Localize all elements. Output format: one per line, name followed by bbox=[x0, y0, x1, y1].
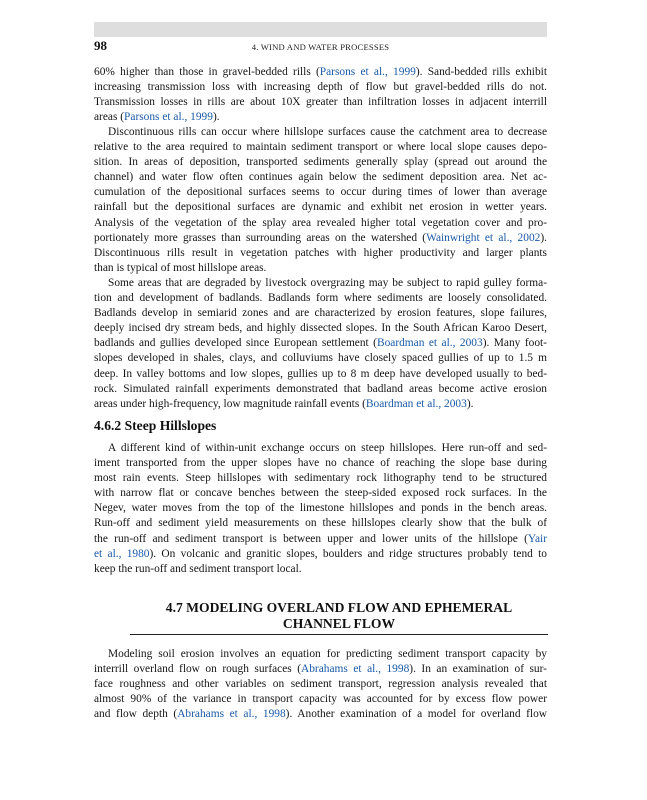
text-line: Negev, water moves from the top of the limestone hillslopes and ponds in the bench areas. bbox=[94, 502, 547, 515]
text-line: areas under high-frequency, low magnitude rainfall events (Boardman et al., 2003). bbox=[94, 397, 474, 410]
text-line: iment transported from the upper slopes have no chance of reaching the slope base during bbox=[94, 457, 547, 470]
text-line: deeply incised dry stream beds, and highly dissected slopes. In the South African Karoo Desert, bbox=[94, 322, 547, 335]
text-line: interrill overland flow on rough surfaces (Abrahams et al., 1998). In an examination of sur- bbox=[94, 663, 547, 676]
citation-link[interactable]: Abrahams et al., 1998 bbox=[301, 663, 410, 676]
text-line: rock. Simulated rainfall experiments demonstrated that badland areas become active erosion bbox=[94, 382, 547, 395]
text-line: the run-off and sediment transport is between upper and lower units of the hillslope (Yair bbox=[94, 532, 547, 545]
text-line: keep the run-off and sediment transport local. bbox=[94, 562, 302, 575]
heading-line: 4.7 MODELING OVERLAND FLOW AND EPHEMERAL bbox=[165, 600, 513, 615]
text-line: portionately more grasses than surrounding areas on the watershed (Wainwright et al., 2002). bbox=[94, 231, 547, 244]
text-line: tion and development of badlands. Badlands form where sediments are loosely consolidated. bbox=[94, 292, 547, 305]
text-line: cumulation of the depositional surfaces seems to occur during times of lower than average bbox=[94, 186, 547, 199]
text-line: with narrow flat or concave benches between the steep-sided exposed rock surfaces. In the bbox=[94, 487, 547, 500]
text-line: Modeling soil erosion involves an equation for predicting sediment transport capacity by bbox=[108, 648, 547, 660]
text-line: Transmission losses in rills are about 10X greater than infiltration losses in adjacent interrill bbox=[94, 96, 547, 109]
text-line: et al., 1980). On volcanic and granitic slopes, boulders and ridge structures probably tend to bbox=[94, 547, 547, 560]
header-band bbox=[94, 22, 547, 37]
text-line: sition. In areas of deposition, transported sediments generally splay (spread out around the bbox=[94, 156, 547, 169]
text-line: rainfall but the depositional surfaces are dynamic and exhibit net erosion in wetter years. bbox=[94, 201, 547, 214]
heading-line: CHANNEL FLOW bbox=[282, 616, 396, 631]
text-line: channel) and water flow often continues again below the sediment deposition area. Net ac- bbox=[94, 171, 547, 184]
section-heading-4-6-2: 4.6.2 Steep Hillslopes bbox=[94, 418, 217, 433]
text-line: Badlands develop in semiarid zones and are characterized by erosion features, slope failures, bbox=[94, 307, 547, 320]
text-line: almost 90% of the variance in transport capacity was accounted for by excess flow power bbox=[94, 693, 547, 706]
section-heading-4-7 bbox=[130, 600, 548, 632]
text-line: slopes developed in shales, clays, and colluviums have closely spaced gullies of up to 1.5 m bbox=[94, 352, 547, 365]
text-line: Discontinuous rills result in vegetation patches with higher productivity and larger plants bbox=[94, 246, 547, 259]
citation-link[interactable]: Yair bbox=[527, 532, 547, 545]
paragraph-steep-hillslopes bbox=[94, 441, 547, 577]
citation-link[interactable]: Parsons et al., 1999 bbox=[319, 66, 416, 78]
text-line: Some areas that are degraded by livestock overgrazing may be subject to rapid gulley forma- bbox=[108, 277, 547, 289]
paragraph-2 bbox=[94, 125, 547, 276]
text-line: A different kind of within-unit exchange occurs on steep hillslopes. Here run-off and sed- bbox=[108, 442, 547, 454]
citation-link[interactable]: Boardman et al., 2003 bbox=[376, 337, 483, 350]
text-line: increasing transmission loss with increasing depth of flow but gravel-bedded rills do not. bbox=[94, 81, 547, 94]
text-line: areas (Parsons et al., 1999). bbox=[94, 111, 220, 124]
text-line: and flow depth (Abrahams et al., 1998). Another examination of a model for overland flow bbox=[94, 708, 547, 721]
text-line: 60% higher than those in gravel-bedded rills (Parsons et al., 1999). Sand-bedded rills exhibit bbox=[94, 66, 547, 78]
text-line: relative to the area required to maintain sediment transport or where local slope causes depo- bbox=[94, 141, 547, 154]
paragraph-1 bbox=[94, 65, 547, 125]
paragraph-3 bbox=[94, 276, 547, 412]
text-line: face roughness and other variables on sediment transport, regression analysis revealed that bbox=[94, 678, 547, 691]
running-head: 4. WIND AND WATER PROCESSES bbox=[251, 42, 390, 52]
text-line: Run-off and sediment yield measurements on these hillslopes clearly show that the bulk of bbox=[94, 517, 547, 530]
citation-link[interactable]: et al., 1980 bbox=[94, 547, 150, 560]
page-number: 98 bbox=[94, 38, 107, 53]
citation-link[interactable]: Boardman et al., 2003 bbox=[365, 397, 467, 410]
text-line: than is typical of most hillslope areas. bbox=[94, 261, 267, 274]
text-line: badlands and gullies developed since European settlement (Boardman et al., 2003). Many foot- bbox=[94, 337, 547, 350]
citation-link[interactable]: Wainwright et al., 2002 bbox=[426, 231, 541, 244]
citation-link[interactable]: Abrahams et al., 1998 bbox=[177, 708, 286, 721]
text-line: Discontinuous rills can occur where hillslope surfaces cause the catchment area to decrease bbox=[108, 126, 547, 138]
paragraph-modeling bbox=[94, 647, 547, 722]
text-line: most rain events. Steep hillslopes with sedimentary rock lithography tend to be structured bbox=[94, 472, 547, 485]
heading-rule bbox=[130, 634, 548, 635]
text-line: Analysis of the vegetation of the splay area revealed higher total vegetation cover and pro- bbox=[94, 216, 547, 229]
citation-link[interactable]: Parsons et al., 1999 bbox=[124, 111, 213, 124]
text-line: deep. In valley bottoms and low slopes, gullies up to 8 m deep have developed usually to bed- bbox=[94, 367, 547, 380]
